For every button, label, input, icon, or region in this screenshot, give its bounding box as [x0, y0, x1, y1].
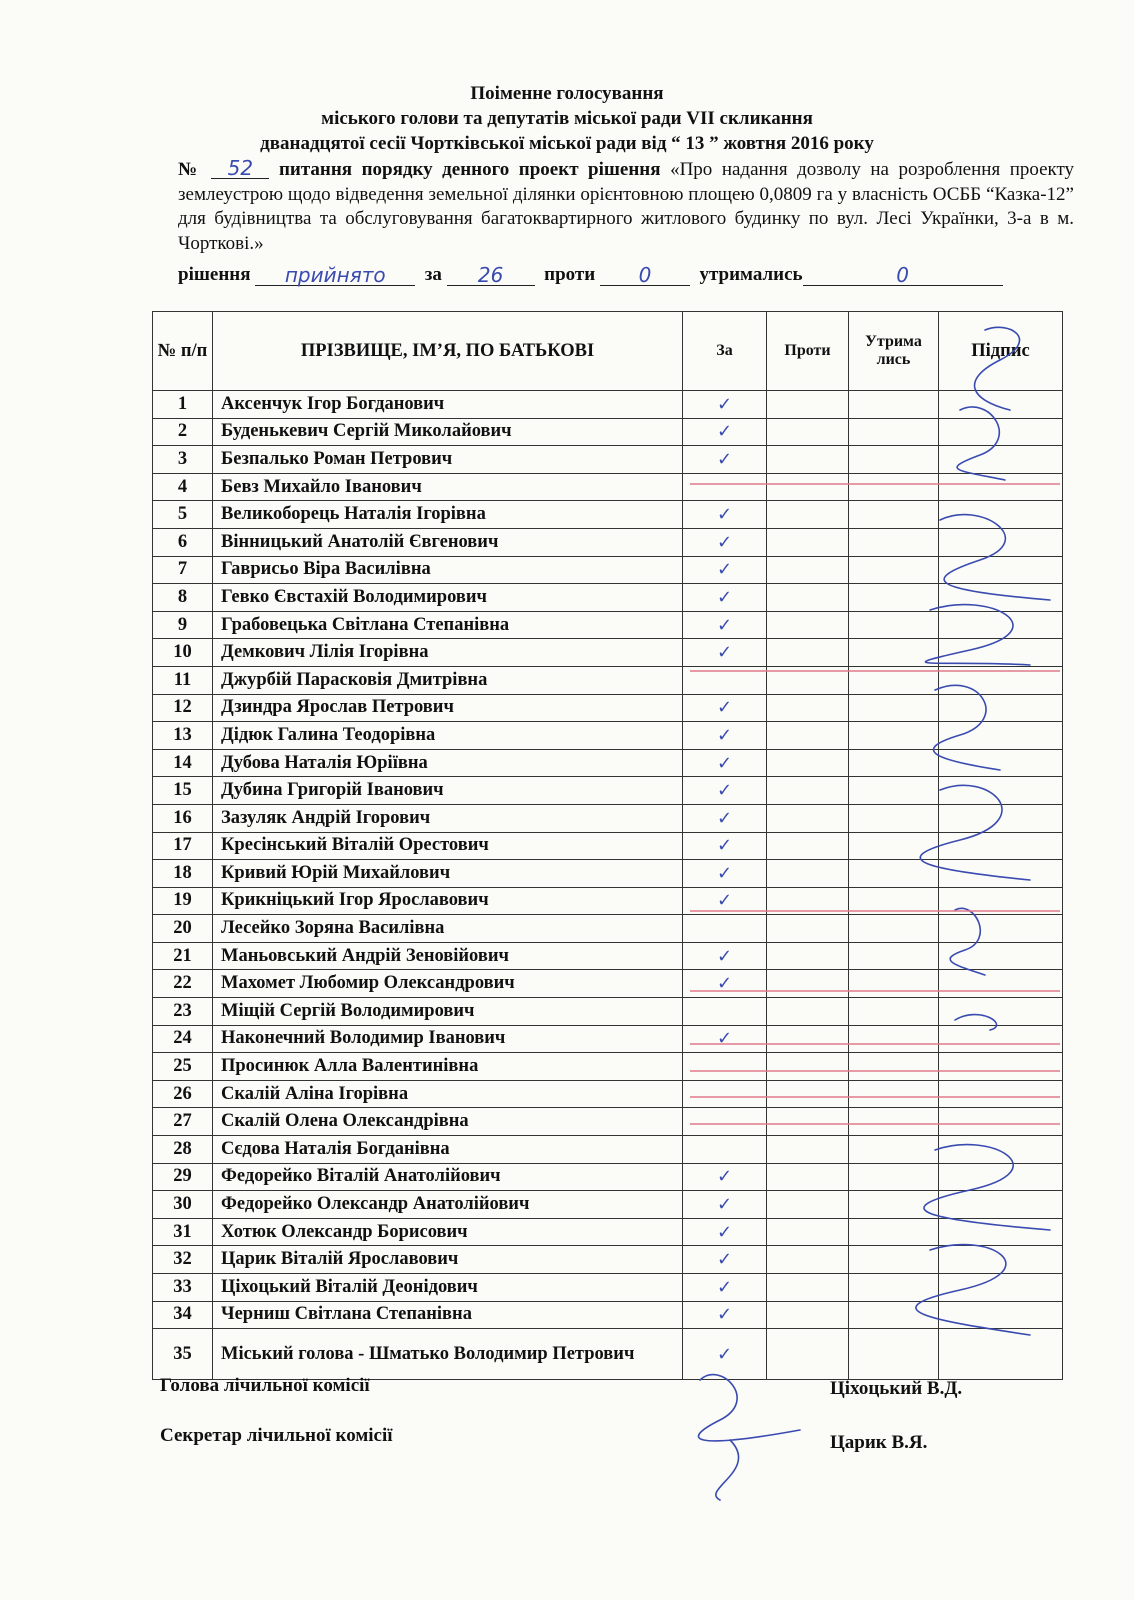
row-against-vote	[767, 915, 849, 943]
row-abstain-vote	[849, 942, 939, 970]
table-row	[153, 804, 1063, 832]
row-number: 21	[153, 942, 213, 970]
row-name: Лесейко Зоряна Василівна	[213, 915, 683, 943]
doc-session: дванадцятої сесії Чортківської міської ради від “ 13 ” жовтня 2016 року	[260, 133, 874, 154]
row-signature	[939, 1218, 1063, 1246]
row-against-vote	[767, 749, 849, 777]
row-for-vote	[683, 1108, 767, 1136]
table-row	[153, 1274, 1063, 1302]
against-label: проти	[544, 264, 596, 285]
row-name: Черниш Світлана Степанівна	[213, 1301, 683, 1329]
row-abstain-vote	[849, 391, 939, 419]
row-for-vote	[683, 1053, 767, 1081]
row-signature	[939, 639, 1063, 667]
abstain-label: утримались	[699, 264, 803, 285]
col-signature-header: Підпис	[939, 312, 1063, 391]
row-abstain-vote	[849, 528, 939, 556]
row-for-vote: ✓	[683, 832, 767, 860]
row-for-vote: ✓	[683, 1163, 767, 1191]
row-for-vote: ✓	[683, 501, 767, 529]
row-abstain-vote	[849, 639, 939, 667]
row-number: 8	[153, 584, 213, 612]
row-name: Федорейко Віталій Анатолійович	[213, 1163, 683, 1191]
row-signature	[939, 584, 1063, 612]
table-row	[153, 998, 1063, 1026]
row-against-vote	[767, 446, 849, 474]
row-against-vote	[767, 1025, 849, 1053]
row-number: 19	[153, 887, 213, 915]
row-abstain-vote	[849, 501, 939, 529]
table-row	[153, 1080, 1063, 1108]
row-name: Зазуляк Андрій Ігорович	[213, 804, 683, 832]
row-abstain-vote	[849, 418, 939, 446]
row-for-vote: ✓	[683, 1025, 767, 1053]
row-against-vote	[767, 1191, 849, 1219]
secretary-name: Царик В.Я.	[830, 1432, 928, 1453]
row-signature	[939, 1274, 1063, 1302]
row-abstain-vote	[849, 1108, 939, 1136]
row-for-vote: ✓	[683, 749, 767, 777]
row-name: Просинюк Алла Валентинівна	[213, 1053, 683, 1081]
row-for-vote: ✓	[683, 1246, 767, 1274]
row-number: 28	[153, 1136, 213, 1164]
row-abstain-vote	[849, 1274, 939, 1302]
row-abstain-vote	[849, 804, 939, 832]
row-name: Скалій Аліна Ігорівна	[213, 1080, 683, 1108]
row-against-vote	[767, 1218, 849, 1246]
row-against-vote	[767, 1329, 849, 1380]
row-number: 4	[153, 473, 213, 501]
row-number: 9	[153, 611, 213, 639]
chair-label: Голова лічильної комісії	[160, 1375, 370, 1396]
row-number: 35	[153, 1329, 213, 1380]
row-signature	[939, 391, 1063, 419]
row-signature	[939, 998, 1063, 1026]
row-for-vote: ✓	[683, 1218, 767, 1246]
row-for-vote: ✓	[683, 556, 767, 584]
row-abstain-vote	[849, 556, 939, 584]
row-signature	[939, 666, 1063, 694]
row-against-vote	[767, 391, 849, 419]
item-text: «Про надання дозволу на розроблення проекту землеустрою щодо відведення земельної ділянки орієнтовною площею 0,0809 га у власність ОСББ “Казка-12” для будівництва та обслуговування багатоквартирного житлового будинку по вул. Лесі Українки, 3-а в м. Чорткові.»	[178, 159, 1075, 254]
table-row	[153, 473, 1063, 501]
row-name: Хотюк Олександр Борисович	[213, 1218, 683, 1246]
row-against-vote	[767, 1108, 849, 1136]
row-abstain-vote	[849, 722, 939, 750]
row-number: 7	[153, 556, 213, 584]
row-name: Міський голова - Шматько Володимир Петрович	[213, 1329, 683, 1380]
row-for-vote: ✓	[683, 804, 767, 832]
row-against-vote	[767, 556, 849, 584]
row-against-vote	[767, 694, 849, 722]
row-against-vote	[767, 584, 849, 612]
row-name: Маньовський Андрій Зеновійович	[213, 942, 683, 970]
row-name: Великоборець Наталія Ігорівна	[213, 501, 683, 529]
row-abstain-vote	[849, 694, 939, 722]
row-name: Бевз Михайло Іванович	[213, 473, 683, 501]
table-row	[153, 666, 1063, 694]
row-number: 5	[153, 501, 213, 529]
row-signature	[939, 777, 1063, 805]
row-abstain-vote	[849, 887, 939, 915]
row-name: Крикніцький Ігор Ярославович	[213, 887, 683, 915]
table-row	[153, 611, 1063, 639]
row-name: Дубина Григорій Іванович	[213, 777, 683, 805]
row-against-vote	[767, 1274, 849, 1302]
row-number: 13	[153, 722, 213, 750]
row-number: 29	[153, 1163, 213, 1191]
row-name: Скалій Олена Олександрівна	[213, 1108, 683, 1136]
row-name: Джурбій Парасковія Дмитрівна	[213, 666, 683, 694]
table-row	[153, 446, 1063, 474]
row-number: 18	[153, 860, 213, 888]
row-for-vote	[683, 666, 767, 694]
row-for-vote: ✓	[683, 1301, 767, 1329]
for-label: за	[424, 264, 442, 285]
row-number: 32	[153, 1246, 213, 1274]
row-name: Гаврисьо Віра Василівна	[213, 556, 683, 584]
row-number: 14	[153, 749, 213, 777]
row-number: 23	[153, 998, 213, 1026]
row-abstain-vote	[849, 1080, 939, 1108]
row-number: 24	[153, 1025, 213, 1053]
row-number: 20	[153, 915, 213, 943]
row-for-vote: ✓	[683, 584, 767, 612]
row-name: Царик Віталій Ярославович	[213, 1246, 683, 1274]
doc-subtitle: міського голови та депутатів міської ради VII скликання	[321, 108, 813, 129]
table-row	[153, 418, 1063, 446]
row-name: Сєдова Наталія Богданівна	[213, 1136, 683, 1164]
row-against-vote	[767, 942, 849, 970]
row-number: 26	[153, 1080, 213, 1108]
table-row	[153, 1025, 1063, 1053]
row-name: Аксенчук Ігор Богданович	[213, 391, 683, 419]
item-number: 52	[211, 158, 269, 179]
table-row	[153, 1301, 1063, 1329]
row-abstain-vote	[849, 446, 939, 474]
row-number: 34	[153, 1301, 213, 1329]
row-abstain-vote	[849, 1025, 939, 1053]
row-name: Дідюк Галина Теодорівна	[213, 722, 683, 750]
row-signature	[939, 418, 1063, 446]
row-number: 15	[153, 777, 213, 805]
row-number: 1	[153, 391, 213, 419]
row-for-vote: ✓	[683, 860, 767, 888]
decision-value: прийнято	[255, 265, 415, 286]
table-row	[153, 1246, 1063, 1274]
row-for-vote	[683, 998, 767, 1026]
row-abstain-vote	[849, 1246, 939, 1274]
table-row	[153, 832, 1063, 860]
row-name: Кривий Юрій Михайлович	[213, 860, 683, 888]
row-signature	[939, 446, 1063, 474]
row-for-vote: ✓	[683, 446, 767, 474]
table-row	[153, 1108, 1063, 1136]
row-name: Дубова Наталія Юріївна	[213, 749, 683, 777]
table-row	[153, 1329, 1063, 1380]
row-signature	[939, 1080, 1063, 1108]
row-signature	[939, 860, 1063, 888]
row-signature	[939, 1191, 1063, 1219]
row-number: 11	[153, 666, 213, 694]
row-name: Ціхоцький Віталій Деонідович	[213, 1274, 683, 1302]
secretary-label: Секретар лічильної комісії	[160, 1425, 393, 1446]
row-abstain-vote	[849, 1218, 939, 1246]
row-signature	[939, 832, 1063, 860]
table-row	[153, 970, 1063, 998]
row-against-vote	[767, 639, 849, 667]
table-row	[153, 749, 1063, 777]
doc-title: Поіменне голосування	[470, 83, 664, 104]
row-for-vote	[683, 915, 767, 943]
row-for-vote: ✓	[683, 418, 767, 446]
row-signature	[939, 1025, 1063, 1053]
row-for-vote: ✓	[683, 942, 767, 970]
table-row	[153, 528, 1063, 556]
votes-table-body	[153, 391, 1063, 1380]
row-against-vote	[767, 1246, 849, 1274]
row-signature	[939, 1329, 1063, 1380]
row-abstain-vote	[849, 998, 939, 1026]
table-row	[153, 584, 1063, 612]
row-signature	[939, 501, 1063, 529]
table-row	[153, 639, 1063, 667]
col-num-header: № п/п	[153, 312, 213, 391]
row-against-vote	[767, 501, 849, 529]
row-abstain-vote	[849, 970, 939, 998]
item-number-prefix: №	[178, 159, 202, 180]
table-row	[153, 722, 1063, 750]
row-against-vote	[767, 1136, 849, 1164]
table-row	[153, 777, 1063, 805]
table-row	[153, 1163, 1063, 1191]
row-against-vote	[767, 473, 849, 501]
row-for-vote: ✓	[683, 1274, 767, 1302]
row-abstain-vote	[849, 666, 939, 694]
row-name: Демкович Лілія Ігорівна	[213, 639, 683, 667]
row-abstain-vote	[849, 1053, 939, 1081]
row-name: Міщій Сергій Володимирович	[213, 998, 683, 1026]
row-against-vote	[767, 1053, 849, 1081]
table-row	[153, 556, 1063, 584]
row-for-vote: ✓	[683, 611, 767, 639]
footer-signature	[699, 1375, 800, 1500]
decision-label: рішення	[178, 264, 251, 285]
table-row	[153, 694, 1063, 722]
row-signature	[939, 528, 1063, 556]
row-for-vote: ✓	[683, 391, 767, 419]
row-number: 6	[153, 528, 213, 556]
row-signature	[939, 1108, 1063, 1136]
row-name: Кресінський Віталій Орестович	[213, 832, 683, 860]
row-abstain-vote	[849, 1329, 939, 1380]
row-against-vote	[767, 1163, 849, 1191]
against-value: 0	[600, 265, 690, 286]
row-against-vote	[767, 887, 849, 915]
row-against-vote	[767, 860, 849, 888]
row-abstain-vote	[849, 832, 939, 860]
col-abstain-header: Утрима лись	[849, 312, 939, 391]
row-number: 3	[153, 446, 213, 474]
row-abstain-vote	[849, 777, 939, 805]
row-for-vote: ✓	[683, 887, 767, 915]
col-against-header: Проти	[767, 312, 849, 391]
row-signature	[939, 887, 1063, 915]
row-name: Наконечний Володимир Іванович	[213, 1025, 683, 1053]
row-for-vote	[683, 1080, 767, 1108]
row-signature	[939, 473, 1063, 501]
decision-line	[178, 264, 1078, 286]
row-number: 16	[153, 804, 213, 832]
row-abstain-vote	[849, 749, 939, 777]
row-number: 2	[153, 418, 213, 446]
table-row	[153, 942, 1063, 970]
row-against-vote	[767, 832, 849, 860]
row-signature	[939, 1301, 1063, 1329]
row-signature	[939, 804, 1063, 832]
row-signature	[939, 694, 1063, 722]
row-abstain-vote	[849, 1163, 939, 1191]
table-row	[153, 391, 1063, 419]
row-number: 25	[153, 1053, 213, 1081]
table-row	[153, 1218, 1063, 1246]
table-row	[153, 915, 1063, 943]
row-against-vote	[767, 666, 849, 694]
table-row	[153, 1053, 1063, 1081]
row-name: Вінницький Анатолій Євгенович	[213, 528, 683, 556]
row-number: 31	[153, 1218, 213, 1246]
row-signature	[939, 915, 1063, 943]
row-for-vote: ✓	[683, 528, 767, 556]
row-for-vote: ✓	[683, 1329, 767, 1380]
row-number: 33	[153, 1274, 213, 1302]
row-against-vote	[767, 722, 849, 750]
row-abstain-vote	[849, 473, 939, 501]
col-for-header: За	[683, 312, 767, 391]
row-abstain-vote	[849, 1136, 939, 1164]
row-signature	[939, 1163, 1063, 1191]
row-number: 30	[153, 1191, 213, 1219]
table-row	[153, 1136, 1063, 1164]
row-against-vote	[767, 804, 849, 832]
row-against-vote	[767, 528, 849, 556]
table-row	[153, 887, 1063, 915]
row-for-vote	[683, 473, 767, 501]
row-number: 10	[153, 639, 213, 667]
row-signature	[939, 1136, 1063, 1164]
row-for-vote: ✓	[683, 639, 767, 667]
abstain-value: 0	[803, 265, 1003, 286]
row-for-vote	[683, 1136, 767, 1164]
row-name: Грабовецька Світлана Степанівна	[213, 611, 683, 639]
row-signature	[939, 970, 1063, 998]
row-for-vote: ✓	[683, 694, 767, 722]
table-row	[153, 1191, 1063, 1219]
row-name: Махомет Любомир Олександрович	[213, 970, 683, 998]
table-row	[153, 860, 1063, 888]
item-label: питання порядку денного проект рішення	[278, 159, 661, 180]
row-number: 12	[153, 694, 213, 722]
row-against-vote	[767, 1301, 849, 1329]
row-against-vote	[767, 970, 849, 998]
row-name: Дзиндра Ярослав Петрович	[213, 694, 683, 722]
table-header-row	[153, 312, 1063, 391]
row-name: Безпалько Роман Петрович	[213, 446, 683, 474]
row-signature	[939, 1053, 1063, 1081]
row-abstain-vote	[849, 915, 939, 943]
row-against-vote	[767, 777, 849, 805]
row-abstain-vote	[849, 860, 939, 888]
row-against-vote	[767, 418, 849, 446]
table-row	[153, 501, 1063, 529]
row-abstain-vote	[849, 1301, 939, 1329]
votes-table	[152, 311, 1063, 1380]
row-number: 27	[153, 1108, 213, 1136]
for-value: 26	[447, 265, 535, 286]
row-for-vote: ✓	[683, 1191, 767, 1219]
row-number: 22	[153, 970, 213, 998]
row-name: Федорейко Олександр Анатолійович	[213, 1191, 683, 1219]
row-abstain-vote	[849, 1191, 939, 1219]
row-name: Гевко Євстахій Володимирович	[213, 584, 683, 612]
row-signature	[939, 556, 1063, 584]
row-signature	[939, 722, 1063, 750]
row-for-vote: ✓	[683, 777, 767, 805]
row-signature	[939, 749, 1063, 777]
row-name: Буденькевич Сергій Миколайович	[213, 418, 683, 446]
row-signature	[939, 1246, 1063, 1274]
row-signature	[939, 611, 1063, 639]
row-against-vote	[767, 611, 849, 639]
col-name-header: ПРІЗВИЩЕ, ІМ’Я, ПО БАТЬКОВІ	[213, 312, 683, 391]
row-for-vote: ✓	[683, 970, 767, 998]
row-signature	[939, 942, 1063, 970]
row-number: 17	[153, 832, 213, 860]
chair-name: Ціхоцький В.Д.	[830, 1378, 963, 1399]
row-abstain-vote	[849, 611, 939, 639]
row-against-vote	[767, 998, 849, 1026]
row-against-vote	[767, 1080, 849, 1108]
row-for-vote: ✓	[683, 722, 767, 750]
agenda-item	[178, 158, 1074, 256]
row-abstain-vote	[849, 584, 939, 612]
